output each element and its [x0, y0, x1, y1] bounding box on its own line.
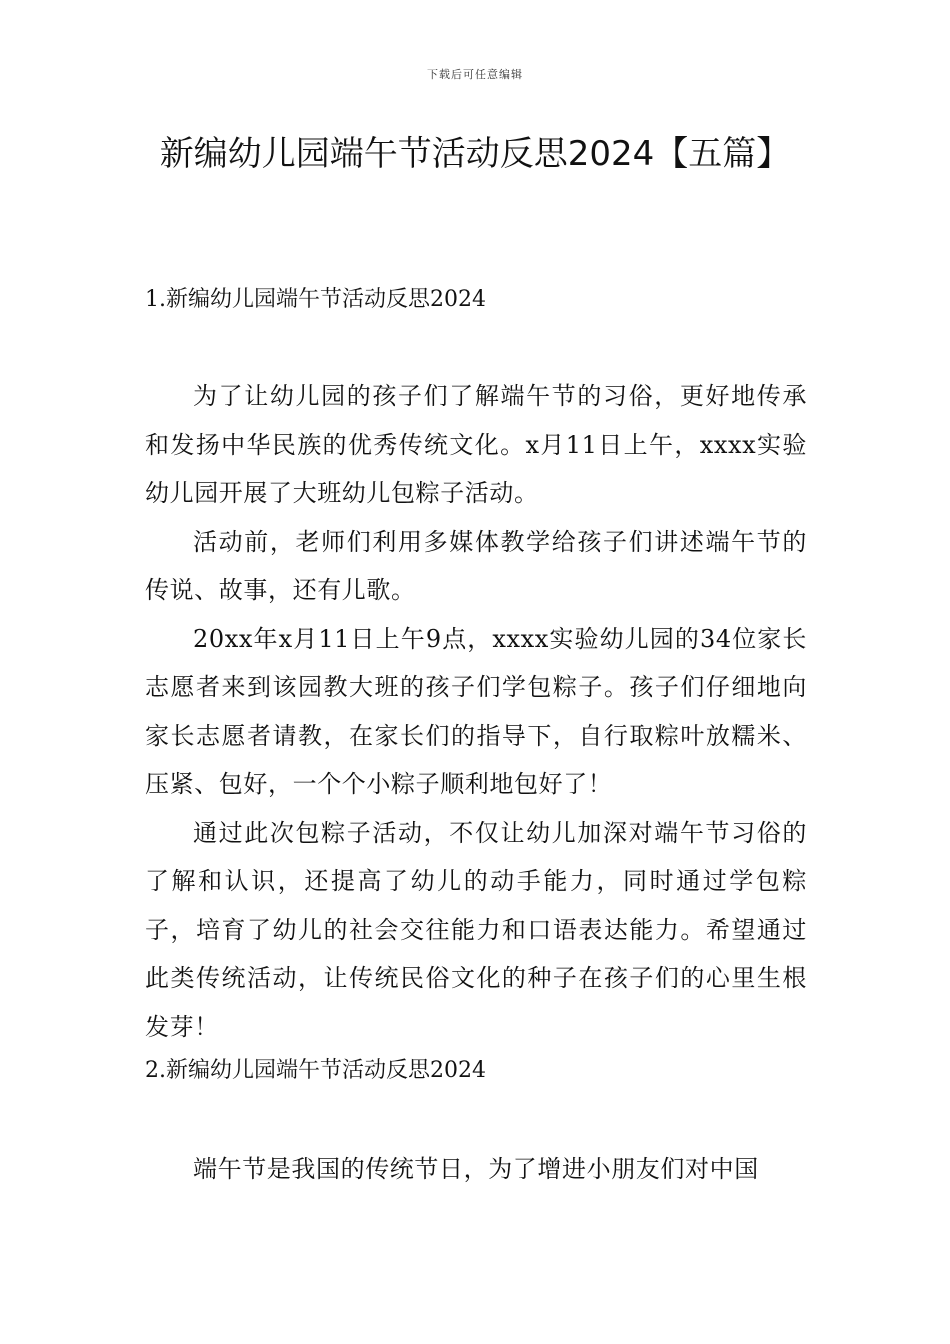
paragraph: 20xx年x月11日上午9点，xxxx实验幼儿园的34位家长志愿者来到该园教大班的孩子们学包粽子。孩子们仔细地向家长志愿者请教，在家长们的指导下，自行取粽叶放糯米、压紧、包好，一个个小粽子顺利地包好了！ — [145, 624, 807, 798]
spacer — [145, 1091, 807, 1145]
section-heading-2: 2.新编幼儿园端午节活动反思2024 — [145, 1058, 486, 1083]
section-heading-1: 1.新编幼儿园端午节活动反思2024 — [145, 287, 486, 312]
document-title: 新编幼儿园端午节活动反思2024【五篇】 — [159, 134, 791, 174]
paragraph: 通过此次包粽子活动，不仅让幼儿加深对端午节习俗的了解和认识，还提高了幼儿的动手能力，同时通过学包粽子，培育了幼儿的社会交往能力和口语表达能力。希望通过此类传统活动，让传统民俗文化的种子在孩子们的心里生根发芽！ — [145, 818, 807, 1041]
paragraph: 端午节是我国的传统节日，为了增进小朋友们对中国 — [193, 1155, 759, 1183]
paragraph: 为了让幼儿园的孩子们了解端午节的习俗，更好地传承和发扬中华民族的优秀传统文化。x月11日上午，xxxx实验幼儿园开展了大班幼儿包粽子活动。 — [145, 382, 807, 507]
spacer — [145, 320, 807, 372]
document-body — [145, 280, 807, 1194]
paragraph: 活动前，老师们利用多媒体教学给孩子们讲述端午节的传说、故事，还有儿歌。 — [145, 527, 807, 604]
header-note: 下载后可任意编辑 — [427, 68, 523, 81]
